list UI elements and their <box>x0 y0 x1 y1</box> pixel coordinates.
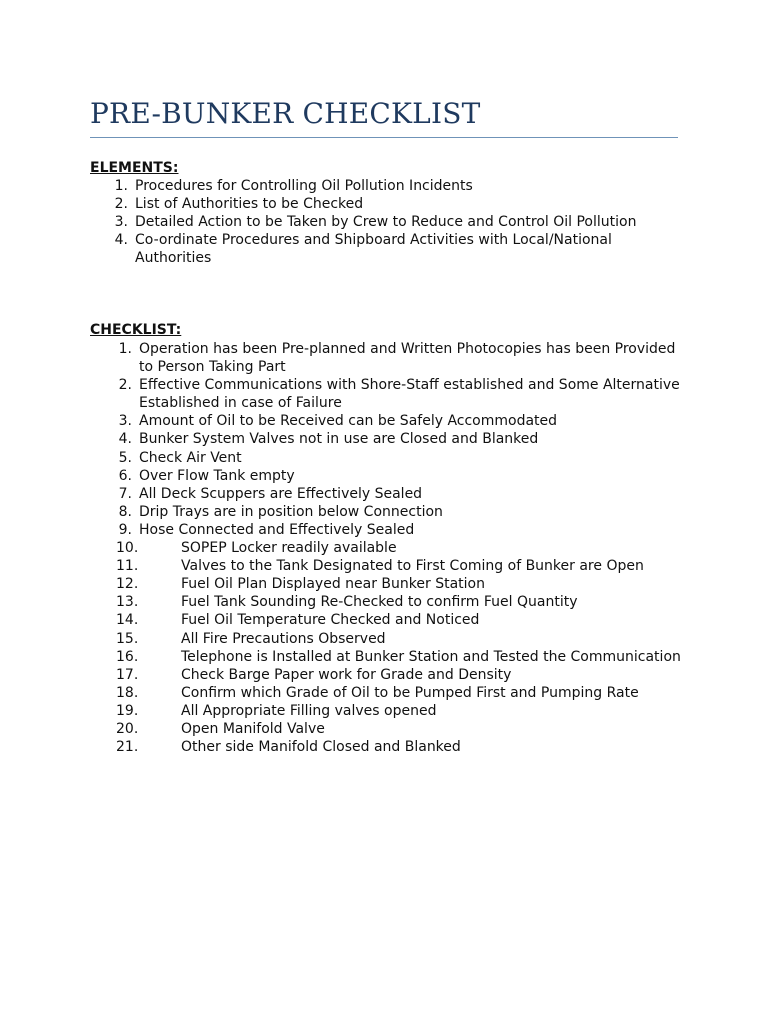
checklist-list <box>90 340 690 756</box>
list-item-number: 19. <box>116 702 139 719</box>
checklist-item <box>90 575 690 593</box>
list-item-text: Drip Trays are in position below Connection <box>139 503 443 520</box>
list-item-text: Telephone is Installed at Bunker Station and Tested the Communication <box>181 648 681 665</box>
list-item-text: All Fire Precautions Observed <box>181 630 386 647</box>
elements-heading: ELEMENTS: <box>90 160 179 176</box>
checklist-item <box>90 720 690 738</box>
checklist-item <box>90 666 690 684</box>
list-item-text: Fuel Tank Sounding Re-Checked to confirm Fuel Quantity <box>181 594 578 611</box>
list-item-number: 3. <box>114 214 128 231</box>
list-item-text: SOPEP Locker readily available <box>181 540 397 557</box>
elements-list-item <box>90 195 690 213</box>
checklist-item <box>90 430 690 448</box>
list-item-number: 20. <box>116 720 139 737</box>
list-item-text: All Appropriate Filling valves opened <box>181 702 437 719</box>
checklist-item <box>90 503 690 521</box>
list-item-text: Check Barge Paper work for Grade and Density <box>181 666 512 683</box>
list-item-text: Co-ordinate Procedures and Shipboard Activities with Local/National Authorities <box>135 232 612 267</box>
elements-list-item <box>90 177 690 195</box>
checklist-item <box>90 738 690 756</box>
list-item-text: Effective Communications with Shore-Staff established and Some Alternative Established in case of Failure <box>139 377 680 412</box>
list-item-number: 16. <box>116 648 139 665</box>
title-underline-divider <box>90 137 678 138</box>
checklist-item <box>90 467 690 485</box>
list-item-number: 6. <box>118 467 132 484</box>
checklist-item <box>90 340 690 376</box>
list-item-number: 8. <box>118 503 132 520</box>
list-item-text: Fuel Oil Plan Displayed near Bunker Station <box>181 576 485 593</box>
list-item-text: Other side Manifold Closed and Blanked <box>181 739 461 756</box>
document-title: PRE-BUNKER CHECKLIST <box>90 97 481 130</box>
checklist-item <box>90 593 690 611</box>
list-item-number: 12. <box>116 576 139 593</box>
list-item-number: 5. <box>118 449 132 466</box>
list-item-text: Confirm which Grade of Oil to be Pumped First and Pumping Rate <box>181 684 639 701</box>
list-item-number: 18. <box>116 684 139 701</box>
list-item-text: All Deck Scuppers are Effectively Sealed <box>139 485 423 502</box>
list-item-number: 11. <box>116 558 139 575</box>
list-item-text: Amount of Oil to be Received can be Safely Accommodated <box>139 413 558 430</box>
checklist-item <box>90 611 690 629</box>
list-item-number: 2. <box>114 196 128 213</box>
checklist-item <box>90 449 690 467</box>
list-item-number: 2. <box>118 377 132 394</box>
checklist-item <box>90 539 690 557</box>
list-item-text: Bunker System Valves not in use are Closed and Blanked <box>139 431 539 448</box>
list-item-number: 4. <box>114 232 128 249</box>
list-item-text: Over Flow Tank empty <box>139 467 295 484</box>
list-item-number: 15. <box>116 630 139 647</box>
checklist-heading: CHECKLIST: <box>90 322 182 338</box>
checklist-item <box>90 702 690 720</box>
list-item-number: 9. <box>118 521 132 538</box>
list-item-number: 1. <box>114 178 128 194</box>
list-item-number: 10. <box>116 540 139 557</box>
list-item-number: 7. <box>118 485 132 502</box>
checklist-item <box>90 648 690 666</box>
checklist-item <box>90 630 690 648</box>
list-item-number: 1. <box>118 341 132 357</box>
list-item-text: Detailed Action to be Taken by Crew to Reduce and Control Oil Pollution <box>135 214 637 231</box>
list-item-number: 17. <box>116 666 139 683</box>
list-item-number: 21. <box>116 739 139 756</box>
list-item-text: Open Manifold Valve <box>181 720 325 737</box>
list-item-text: List of Authorities to be Checked <box>135 196 364 213</box>
list-item-text: Procedures for Controlling Oil Pollution Incidents <box>135 178 473 194</box>
list-item-text: Operation has been Pre-planned and Written Photocopies has been Provided to Person Taking Part <box>139 341 676 376</box>
checklist-item <box>90 376 690 412</box>
list-item-number: 14. <box>116 612 139 629</box>
list-item-text: Hose Connected and Effectively Sealed <box>139 521 415 538</box>
checklist-item <box>90 412 690 430</box>
list-item-number: 3. <box>118 413 132 430</box>
elements-list-item <box>90 213 690 231</box>
checklist-item <box>90 557 690 575</box>
list-item-number: 13. <box>116 594 139 611</box>
list-item-text: Valves to the Tank Designated to First Coming of Bunker are Open <box>181 558 644 575</box>
elements-list <box>90 177 690 267</box>
elements-list-item <box>90 231 690 267</box>
checklist-item <box>90 485 690 503</box>
list-item-text: Fuel Oil Temperature Checked and Noticed <box>181 612 480 629</box>
checklist-item <box>90 521 690 539</box>
checklist-item <box>90 684 690 702</box>
list-item-text: Check Air Vent <box>139 449 242 466</box>
list-item-number: 4. <box>118 431 132 448</box>
